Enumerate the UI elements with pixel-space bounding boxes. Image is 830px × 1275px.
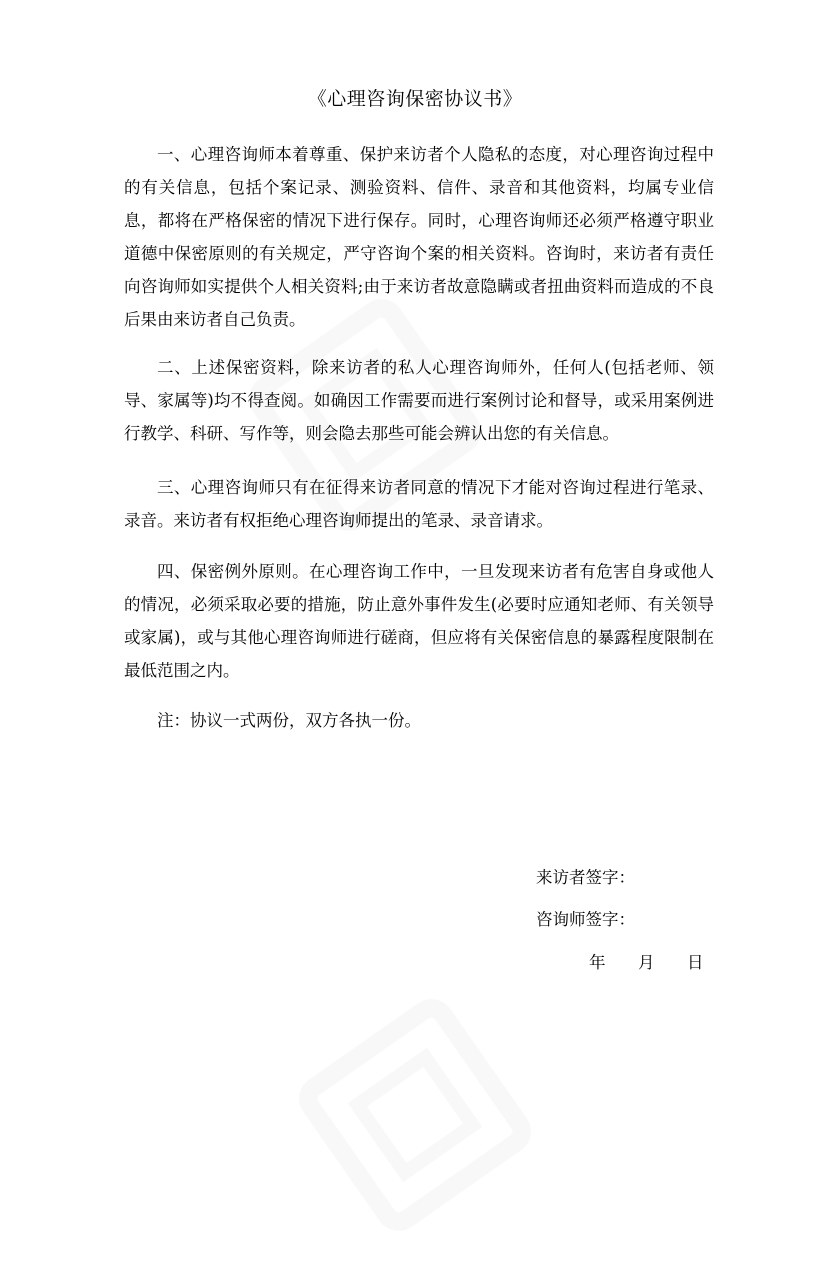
visitor-signature-label: 来访者签字： (536, 868, 635, 887)
counselor-signature-label: 咨询师签字： (536, 910, 635, 929)
date-line (0, 950, 830, 980)
watermark-logo (255, 955, 575, 1275)
clause-paragraph-4: 四、保密例外原则。在心理咨询工作中，一旦发现来访者有危害自身或他人的情况，必须采取必要的措施，防止意外事件发生(必要时应通知老师、有关领导或家属)，或与其他心理咨询师进行磋商，但应将有关保密信息的暴露程度限制在最低范围之内。 (124, 562, 714, 680)
clause-paragraph-3: 三、心理咨询师只有在征得来访者同意的情况下才能对咨询过程进行笔录、录音。来访者有权拒绝心理咨询师提出的笔录、录音请求。 (124, 478, 714, 530)
date-year-label: 年 (589, 953, 606, 972)
clause-paragraph-2: 二、上述保密资料，除来访者的私人心理咨询师外，任何人(包括老师、领导、家属等)均不得查阅。如确因工作需要而进行案例讨论和督导，或采用案例进行教学、科研、写作等，则会隐去那些可能会辨认出您的有关信息。 (124, 358, 714, 443)
clause-paragraph-1: 一、心理咨询师本着尊重、保护来访者个人隐私的态度，对心理咨询过程中的有关信息，包括个案记录、测验资料、信件、录音和其他资料，均属专业信息，都将在严格保密的情况下进行保存。同时，心理咨询师还必须严格遵守职业道德中保密原则的有关规定，严守咨询个案的相关资料。咨询时，来访者有责任向咨询师如实提供个人相关资料;由于来访者故意隐瞒或者扭曲资料而造成的不良后果由来访者自己负责。 (124, 145, 714, 329)
date-month-label: 月 (638, 953, 655, 972)
date-day-label: 日 (687, 953, 704, 972)
note-paragraph: 注：协议一式两份，双方各执一份。 (157, 711, 421, 730)
document-title: 《心理咨询保密协议书》 (307, 88, 523, 110)
